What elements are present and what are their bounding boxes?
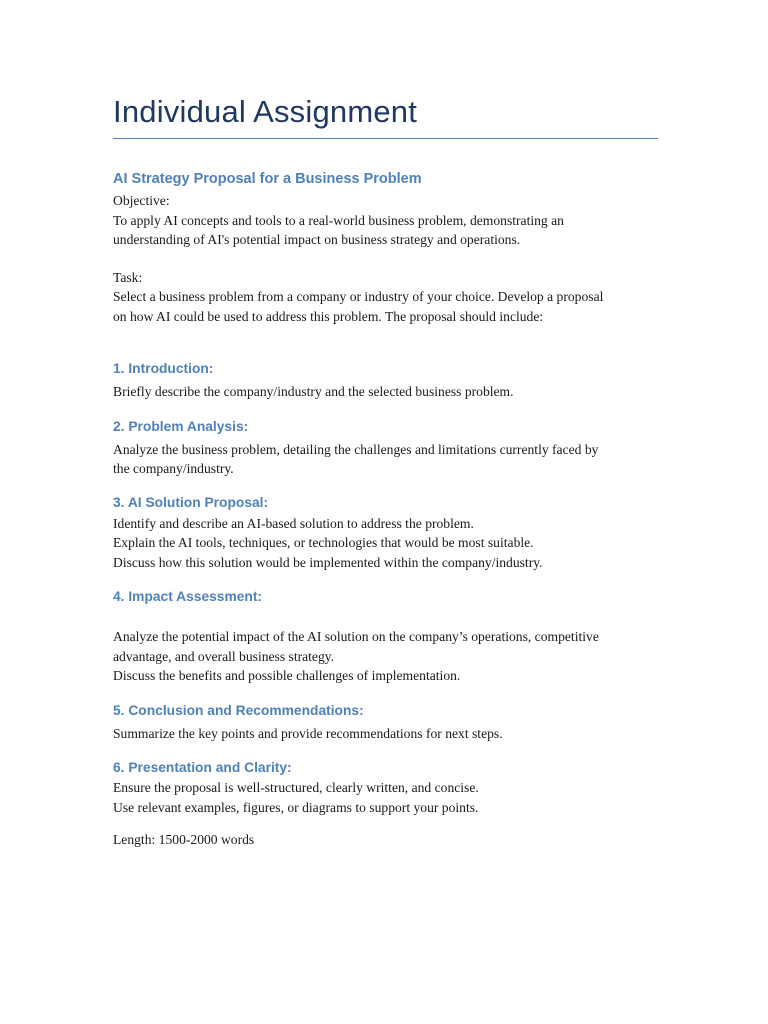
section-line: the company/industry. <box>113 461 234 476</box>
section-line: Analyze the business problem, detailing the challenges and limitations currently faced by <box>113 441 599 457</box>
section-line: Ensure the proposal is well-structured, clearly written, and concise. <box>113 780 479 795</box>
task-label: Task: <box>113 269 143 285</box>
section-line: Explain the AI tools, techniques, or technologies that would be most suitable. <box>113 535 534 550</box>
section-heading-introduction: 1. Introduction: <box>113 361 214 376</box>
section-heading-impact-assessment: 4. Impact Assessment: <box>113 589 263 604</box>
document-body <box>113 92 658 850</box>
document-title: Individual Assignment <box>113 92 658 139</box>
section-line: advantage, and overall business strategy. <box>113 648 335 664</box>
section-heading-problem-analysis: 2. Problem Analysis: <box>113 418 249 434</box>
section-heading-presentation-clarity: 6. Presentation and Clarity: <box>113 760 292 775</box>
objective-line: understanding of AI's potential impact on business strategy and operations. <box>113 232 521 247</box>
section-heading-ai-solution-proposal: 3. AI Solution Proposal: <box>113 494 269 510</box>
section-line: Discuss how this solution would be implemented within the company/industry. <box>113 554 543 570</box>
objective-line: To apply AI concepts and tools to a real-world business problem, demonstrating an <box>113 212 564 228</box>
section-line: Discuss the benefits and possible challenges of implementation. <box>113 668 461 683</box>
section-line: Summarize the key points and provide recommendations for next steps. <box>113 725 503 741</box>
section-line: Identify and describe an AI-based solution to address the problem. <box>113 515 474 531</box>
length-requirement: Length: 1500-2000 words <box>113 832 255 847</box>
task-line: on how AI could be used to address this problem. The proposal should include: <box>113 308 544 324</box>
section-line: Analyze the potential impact of the AI solution on the company’s operations, competitive <box>113 629 599 644</box>
document-subtitle: AI Strategy Proposal for a Business Problem <box>113 171 422 187</box>
section-heading-conclusion-recommendations: 5. Conclusion and Recommendations: <box>113 702 364 718</box>
objective-label: Objective: <box>113 193 170 208</box>
section-line: Briefly describe the company/industry and the selected business problem. <box>113 384 514 399</box>
task-line: Select a business problem from a company or industry of your choice. Develop a proposal <box>113 289 604 304</box>
section-line: Use relevant examples, figures, or diagrams to support your points. <box>113 799 479 815</box>
